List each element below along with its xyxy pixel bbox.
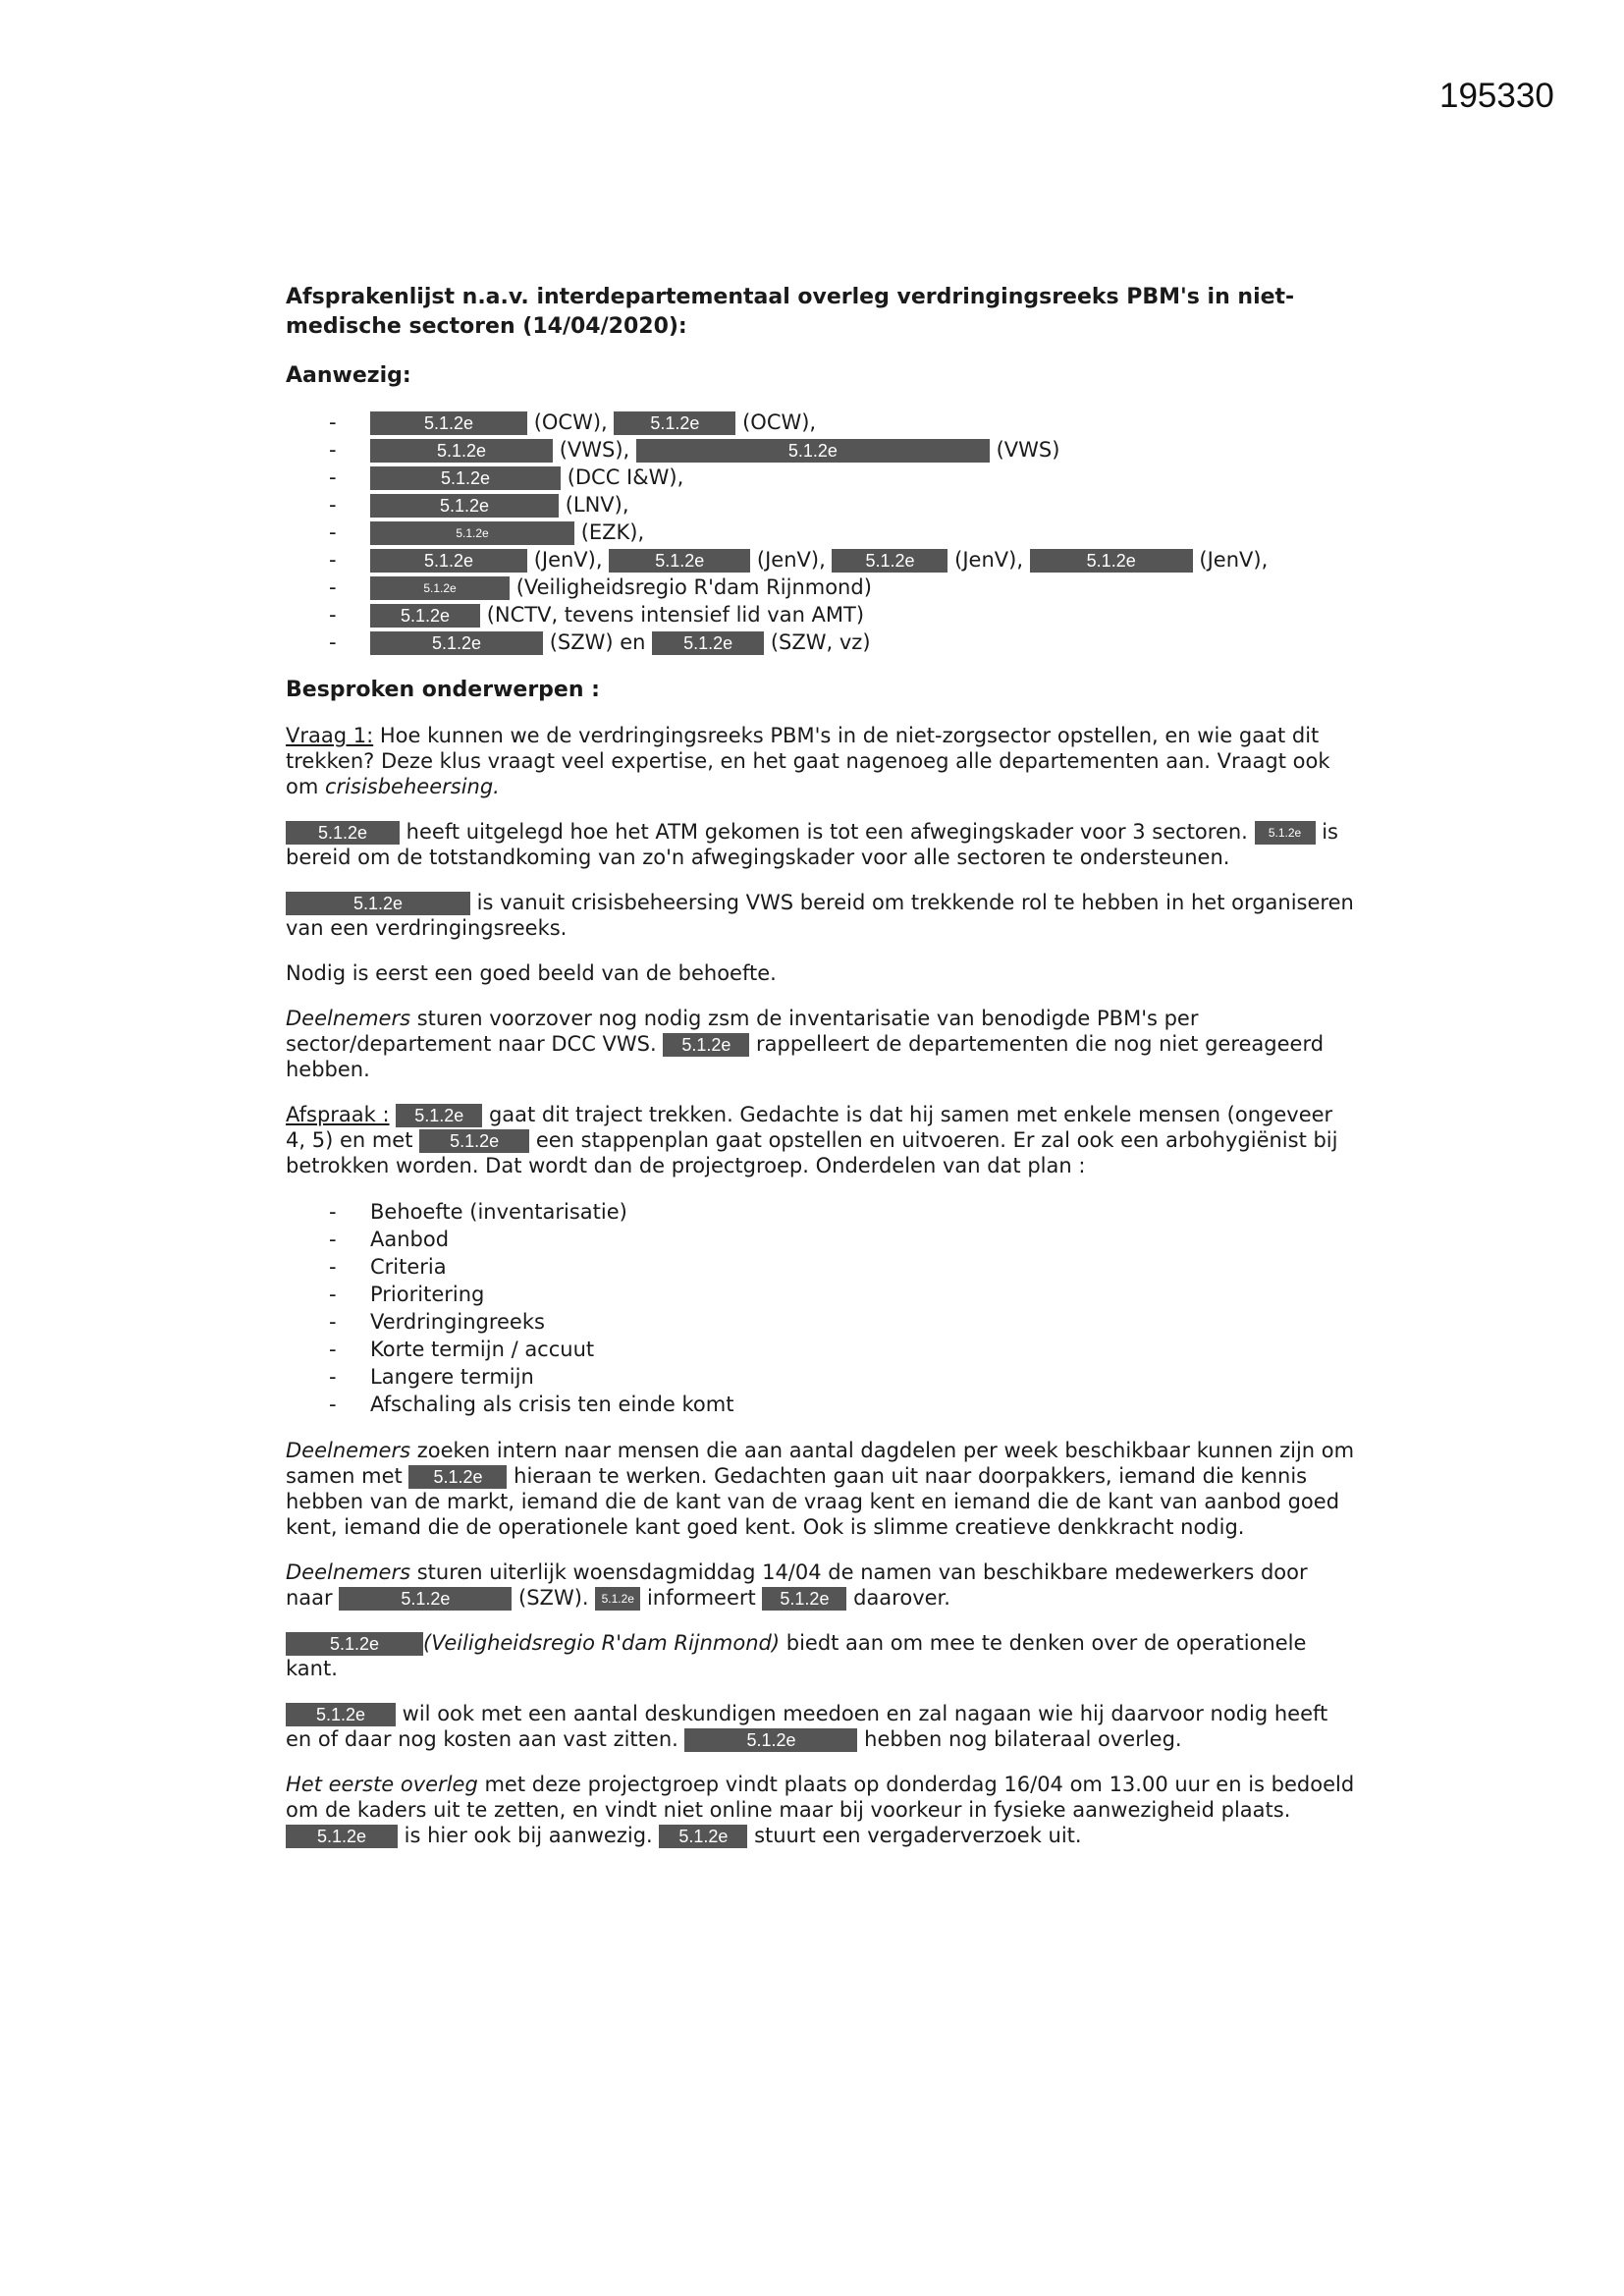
redaction-block: 5.1.2e — [609, 549, 750, 573]
question-label: Vraag 1: — [286, 724, 374, 747]
redaction-block: 5.1.2e — [370, 521, 574, 545]
agreement-label: Afspraak : — [286, 1103, 390, 1126]
redaction-block: 5.1.2e — [370, 411, 527, 435]
attendee-text: (JenV), — [1199, 548, 1269, 572]
paragraph-text: een stappenplan gaat opstellen en uitvoeren. Er zal ook een arbohygiënist bij betrokken worden. Dat wordt dan de projectgroep. Onderdelen van dat plan : — [286, 1128, 1338, 1177]
paragraph-text: informeert — [640, 1586, 763, 1610]
redaction-block: 5.1.2e — [286, 1703, 396, 1726]
paragraph-text: (SZW). — [512, 1586, 596, 1610]
attendee-text: (SZW) en — [549, 630, 646, 654]
paragraph-italic: (Veiligheidsregio R'dam Rijnmond) — [423, 1631, 781, 1655]
paragraph-text: heeft uitgelegd hoe het ATM gekomen is tot een afwegingskader voor 3 sectoren. — [400, 820, 1255, 844]
redaction-block: 5.1.2e — [614, 411, 735, 435]
paragraph-text: hebben nog bilateraal overleg. — [857, 1727, 1182, 1751]
list-item — [329, 601, 1356, 629]
paragraph — [286, 819, 1356, 870]
paragraph-text: daarover. — [846, 1586, 950, 1610]
redaction-block: 5.1.2e — [762, 1587, 846, 1611]
paragraph-text: zoeken intern naar mensen die aan aantal dagdelen per week beschikbaar kunnen zijn om samen met — [286, 1439, 1355, 1488]
paragraph-text: is hier ook bij aanwezig. — [398, 1824, 660, 1847]
redaction-block: 5.1.2e — [370, 549, 527, 573]
paragraph: Nodig is eerst een goed beeld van de behoefte. — [286, 961, 777, 985]
attendee-text: (VWS), — [559, 438, 630, 462]
list-item — [329, 409, 1356, 436]
redaction-block: 5.1.2e — [370, 439, 553, 463]
paragraph-italic: Deelnemers — [286, 1439, 411, 1462]
attendee-text: (Veiligheidsregio R'dam Rijnmond) — [515, 575, 872, 599]
paragraph-text: met deze projectgroep vindt plaats op donderdag 16/04 om 13.00 uur en is bedoeld om de kaders uit te zetten, en vindt niet online maar bij voorkeur in fysieke aanwezigheid plaats. — [286, 1773, 1355, 1822]
redaction-block: 5.1.2e — [636, 439, 990, 463]
attendee-text: (JenV), — [533, 548, 603, 572]
document-title: Afsprakenlijst n.a.v. interdepartementaal overleg verdringingsreeks PBM's in niet-medische sectoren (14/04/2020): — [286, 285, 1295, 339]
paragraph-italic: Het eerste overleg — [286, 1773, 478, 1796]
redaction-block: 5.1.2e — [339, 1587, 512, 1611]
paragraph — [286, 1006, 1356, 1082]
attendee-text: (JenV), — [954, 548, 1024, 572]
list-item: - Korte termijn / accuut — [329, 1336, 1356, 1363]
paragraph-text: is bereid om de totstandkoming van zo'n afwegingskader voor alle sectoren te ondersteunen. — [286, 820, 1338, 869]
paragraph-italic: Deelnemers — [286, 1007, 411, 1030]
attendee-text: (EZK), — [580, 520, 645, 544]
attendee-text: (JenV), — [756, 548, 826, 572]
redaction-block: 5.1.2e — [419, 1129, 529, 1153]
list-item: - Behoefte (inventarisatie) — [329, 1198, 1356, 1226]
question-italic: crisisbeheersing. — [324, 775, 500, 798]
paragraph — [286, 1102, 1356, 1178]
redaction-block: 5.1.2e — [684, 1728, 857, 1752]
list-item: - Aanbod — [329, 1226, 1356, 1253]
paragraph-text: rappelleert de departementen die nog niet gereageerd hebben. — [286, 1032, 1325, 1081]
list-item: - Langere termijn — [329, 1363, 1356, 1391]
paragraph-text: wil ook met een aantal deskundigen meedoen en zal nagaan wie hij daarvoor nodig heeft en of daar nog kosten aan vast zitten. — [286, 1702, 1328, 1751]
paragraph — [286, 1630, 1356, 1681]
question-1 — [286, 723, 1356, 799]
list-item — [329, 436, 1356, 464]
list-item — [329, 629, 1356, 656]
list-item — [329, 464, 1356, 491]
attendee-text: (OCW), — [533, 410, 608, 434]
attendee-text: (SZW, vz) — [770, 630, 871, 654]
attendee-text: (OCW), — [742, 410, 817, 434]
attendee-text: (VWS) — [996, 438, 1060, 462]
attendee-list — [286, 409, 1356, 656]
paragraph-text: sturen uiterlijk woensdagmiddag 14/04 de namen van beschikbare medewerkers door naar — [286, 1560, 1308, 1610]
list-item: - Prioritering — [329, 1281, 1356, 1308]
redaction-block: 5.1.2e — [286, 1632, 423, 1656]
paragraph-text: gaat dit traject trekken. Gedachte is dat hij samen met enkele mensen (ongeveer 4, 5) en met — [286, 1103, 1333, 1152]
list-item — [329, 491, 1356, 519]
redaction-block: 5.1.2e — [370, 494, 559, 518]
list-item — [329, 546, 1356, 574]
list-item: - Afschaling als crisis ten einde komt — [329, 1391, 1356, 1418]
attendee-text: (DCC I&W), — [567, 465, 684, 489]
plan-list — [286, 1198, 1356, 1418]
topics-heading: Besproken onderwerpen : — [286, 678, 600, 702]
paragraph-text: stuurt een vergaderverzoek uit. — [747, 1824, 1082, 1847]
paragraph-italic: Deelnemers — [286, 1560, 411, 1584]
redaction-block: 5.1.2e — [659, 1825, 747, 1848]
redaction-block: 5.1.2e — [595, 1587, 640, 1611]
paragraph-text: sturen voorzover nog nodig zsm de inventarisatie van benodigde PBM's per sector/departement naar DCC VWS. — [286, 1007, 1199, 1056]
redaction-block: 5.1.2e — [286, 821, 400, 845]
redaction-block: 5.1.2e — [286, 892, 470, 915]
list-item — [329, 574, 1356, 601]
redaction-block: 5.1.2e — [832, 549, 947, 573]
redaction-block: 5.1.2e — [370, 576, 510, 600]
redaction-block: 5.1.2e — [1030, 549, 1193, 573]
list-item: - Verdringingreeks — [329, 1308, 1356, 1336]
paragraph-text: is vanuit crisisbeheersing VWS bereid om trekkende rol te hebben in het organiseren van een verdringingsreeks. — [286, 891, 1354, 940]
attendee-text: (NCTV, tevens intensief lid van AMT) — [486, 603, 865, 627]
attendee-text: (LNV), — [565, 493, 629, 517]
redaction-block: 5.1.2e — [370, 466, 561, 490]
paragraph-text: hieraan te werken. Gedachten gaan uit naar doorpakkers, iemand die kennis hebben van de markt, iemand die de kant van de vraag kent en iemand die de kant van aanbod goed kent, iemand die de operationele kant goed kent. Ook is slimme creatieve denkkracht nodig. — [286, 1464, 1340, 1539]
paragraph — [286, 890, 1356, 941]
redaction-block: 5.1.2e — [652, 631, 764, 655]
list-item — [329, 519, 1356, 546]
paragraph — [286, 1438, 1356, 1540]
paragraph-text: biedt aan om mee te denken over de operationele kant. — [286, 1631, 1307, 1680]
redaction-block: 5.1.2e — [370, 604, 480, 628]
document-number: 195330 — [1439, 77, 1554, 115]
question-text: Hoe kunnen we de verdringingsreeks PBM's in de niet-zorgsector opstellen, en wie gaat dit trekken? Deze klus vraagt veel expertise, en het gaat nagenoeg alle departementen aan. Vraagt ook om — [286, 724, 1330, 798]
present-heading: Aanwezig: — [286, 363, 411, 388]
redaction-block: 5.1.2e — [408, 1465, 507, 1489]
paragraph — [286, 1701, 1356, 1752]
redaction-block: 5.1.2e — [370, 631, 543, 655]
list-item: - Criteria — [329, 1253, 1356, 1281]
paragraph — [286, 1559, 1356, 1611]
paragraph — [286, 1772, 1356, 1848]
redaction-block: 5.1.2e — [663, 1033, 749, 1057]
redaction-block: 5.1.2e — [1255, 821, 1316, 845]
redaction-block: 5.1.2e — [396, 1104, 482, 1127]
redaction-block: 5.1.2e — [286, 1825, 398, 1848]
document-body — [286, 283, 1356, 1868]
